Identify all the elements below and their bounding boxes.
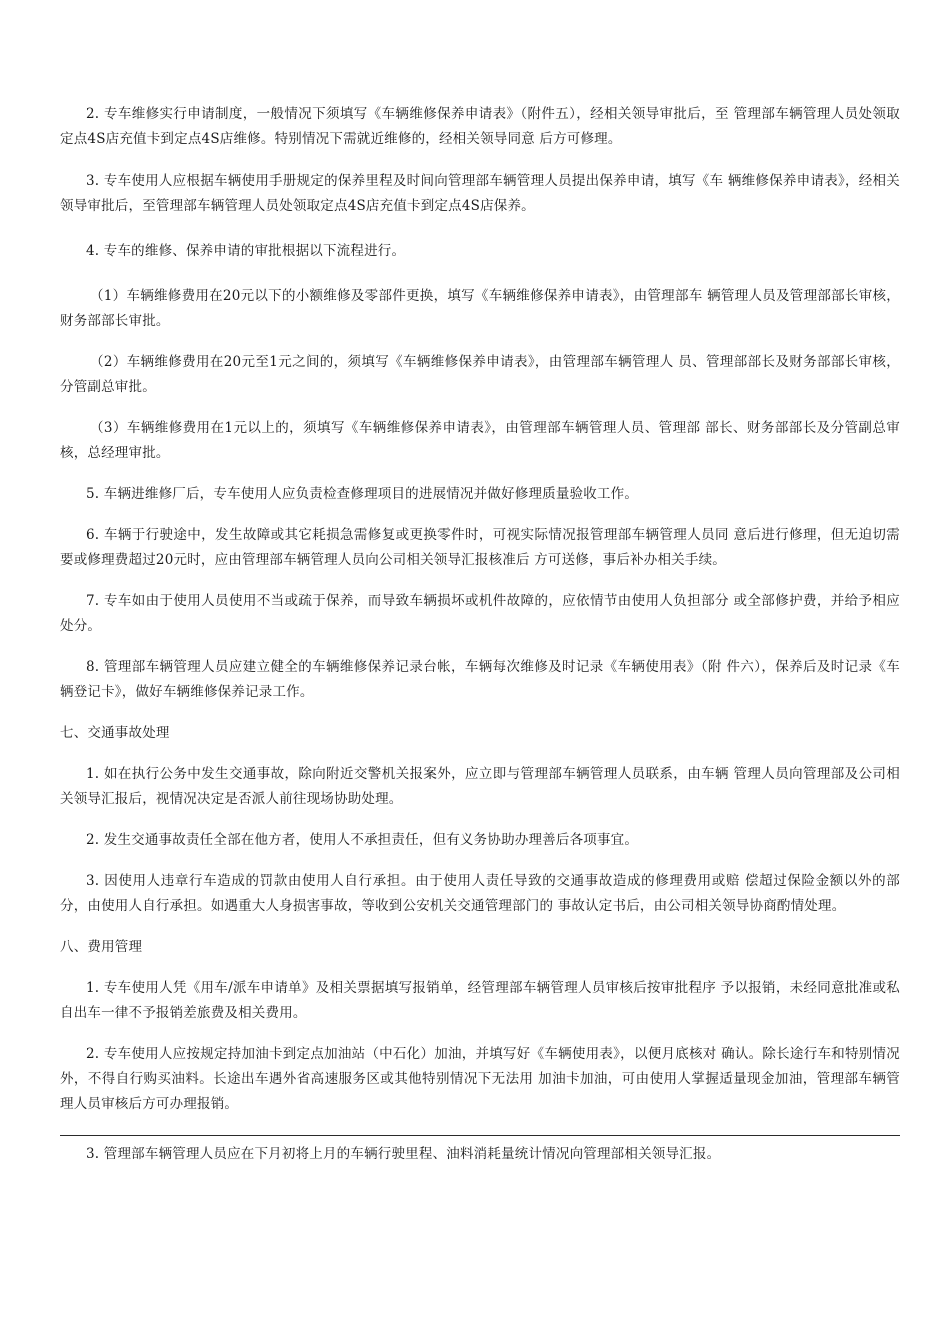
paragraph-violation-fines: 3. 因使用人违章行车造成的罚款由使用人自行承担。由于使用人责任导致的交通事故造成的修理费用或赔 偿超过保险金额以外的部分，由使用人自行承担。如遇重大人身损害事故，等收到公安机关交通管理部门的 事故认定书后，由公司相关领导协商酌情处理。 — [60, 873, 900, 914]
paragraph-fuel-card: 2. 专车使用人应按规定持加油卡到定点加油站（中石化）加油，并填写好《车辆使用表》，以便月底核对 确认。除长途行车和特别情况外，不得自行购买油料。长途出车遇外省高速服务区或其他特别情况下无法用 加油卡加油，可由使用人掌握适量现金加油，管理部车辆管理人员审核后方可办理报销。 — [60, 1046, 900, 1112]
paragraph-other-party-liability: 2. 发生交通事故责任全部在他方者，使用人不承担责任，但有义务协助办理善后各项事宜。 — [86, 832, 639, 848]
section-heading-traffic-accident: 七、交通事故处理 — [60, 725, 170, 741]
document-page — [60, 102, 900, 1167]
paragraph-reimbursement: 1. 专车使用人凭《用车/派车申请单》及相关票据填写报销单，经管理部车辆管理人员审核后按审批程序 予以报销，未经同意批准或私自出车一律不予报销差旅费及相关费用。 — [60, 980, 900, 1021]
paragraph-improper-use: 7. 专车如由于使用人员使用不当或疏于保养，而导致车辆损坏或机件故障的，应依情节由使用人负担部分 或全部修护费，并给予相应处分。 — [60, 593, 900, 634]
paragraph-monthly-report: 3. 管理部车辆管理人员应在下月初将上月的车辆行驶里程、油料消耗量统计情况向管理部相关领导汇报。 — [86, 1146, 721, 1162]
paragraph-approval-item-3: （3）车辆维修费用在1元以上的，须填写《车辆维修保养申请表》，由管理部车辆管理人员、管理部 部长、财务部部长及分管副总审核，总经理审批。 — [60, 420, 900, 461]
paragraph-maintenance-records: 8. 管理部车辆管理人员应建立健全的车辆维修保养记录台帐，车辆每次维修及时记录《车辆使用表》（附 件六），保养后及时记录《车辆登记卡》，做好车辆维修保养记录工作。 — [60, 659, 900, 700]
paragraph-repair-inspection: 5. 车辆进维修厂后，专车使用人应负责检查修理项目的进展情况并做好修理质量验收工作。 — [86, 486, 639, 502]
paragraph-approval-item-1: （1）车辆维修费用在20元以下的小额维修及零部件更换，填写《车辆维修保养申请表》，由管理部车 辆管理人员及管理部部长审核，财务部部长审批。 — [60, 288, 900, 329]
paragraph-accident-report: 1. 如在执行公务中发生交通事故，除向附近交警机关报案外，应立即与管理部车辆管理人员联系，由车辆 管理人员向管理部及公司相关领导汇报后，视情况决定是否派人前往现场协助处理。 — [60, 766, 900, 807]
section-heading-expense-management: 八、费用管理 — [60, 939, 143, 955]
paragraph-approval-process: 4. 专车的维修、保养申请的审批根据以下流程进行。 — [86, 243, 406, 259]
paragraph-maintenance-application: 3. 专车使用人应根据车辆使用手册规定的保养里程及时间向管理部车辆管理人员提出保养申请，填写《车 辆维修保养申请表》，经相关领导审批后，至管理部车辆管理人员处领取定点4S店充值卡到定点4S店保养。 — [60, 173, 900, 214]
paragraph-breakdown-repair: 6. 车辆于行驶途中，发生故障或其它耗损急需修复或更换零件时，可视实际情况报管理部车辆管理人员同 意后进行修理，但无迫切需要或修理费超过20元时，应由管理部车辆管理人员向公司相关领导汇报核准后 方可送修，事后补办相关手续。 — [60, 527, 900, 568]
horizontal-divider — [60, 1135, 900, 1136]
paragraph-repair-application: 2. 专车维修实行申请制度，一般情况下须填写《车辆维修保养申请表》（附件五），经相关领导审批后，至 管理部车辆管理人员处领取定点4S店充值卡到定点4S店维修。特别情况下需就近维修的，经相关领导同意 后方可修理。 — [60, 106, 900, 147]
paragraph-approval-item-2: （2）车辆维修费用在20元至1元之间的，须填写《车辆维修保养申请表》，由管理部车辆管理人 员、管理部部长及财务部部长审核，分管副总审批。 — [60, 354, 900, 395]
